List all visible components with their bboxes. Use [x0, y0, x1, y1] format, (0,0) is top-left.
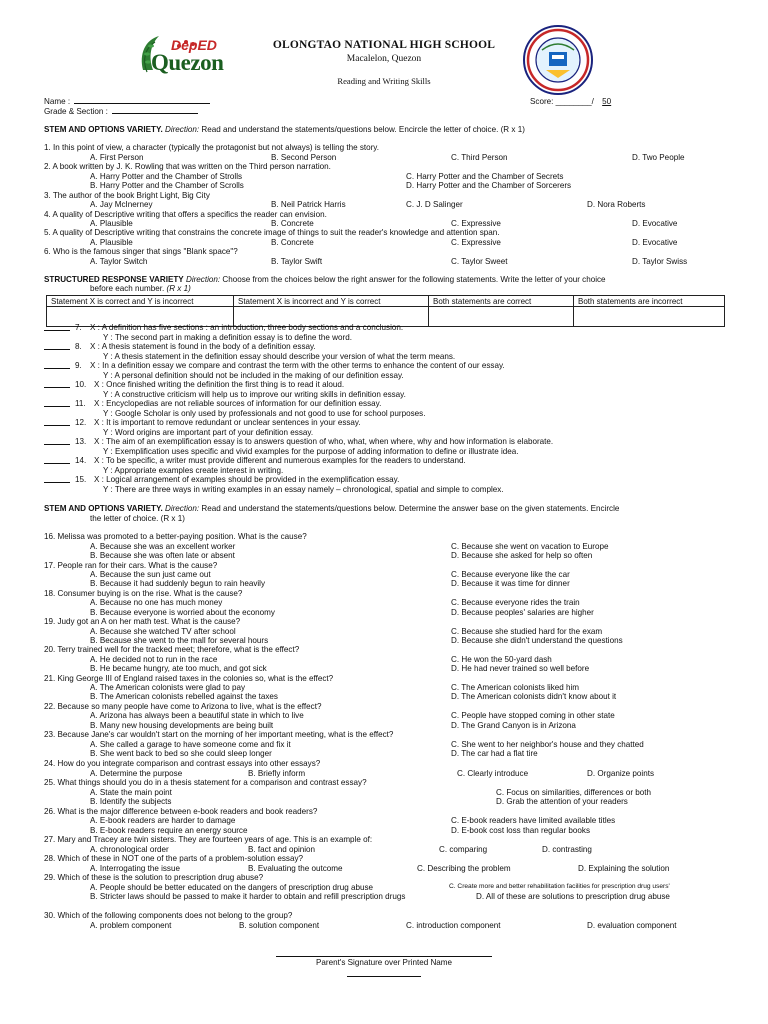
answer-blank[interactable]	[44, 439, 70, 447]
option-c[interactable]: C. Because she studied hard for the exam	[451, 627, 603, 636]
option-b[interactable]: B. Second Person	[271, 153, 337, 162]
option-a[interactable]: A. Because no one has much money	[90, 598, 223, 607]
grade-section-label: Grade & Section :	[44, 107, 108, 116]
signature-line[interactable]	[276, 956, 492, 957]
option-d[interactable]: D. Because she didn't understand the questions	[451, 636, 623, 645]
statement-y: Y : The second part in making a definition essay is to define the word.	[103, 333, 352, 342]
answer-blank[interactable]	[44, 458, 70, 466]
option-a[interactable]: A. He decided not to run in the race	[90, 655, 218, 664]
option-d[interactable]: D. The Grand Canyon is in Arizona	[451, 721, 576, 730]
school-seal-logo	[522, 24, 594, 96]
option-d[interactable]: D. Evocative	[632, 219, 678, 228]
section3-heading	[44, 505, 619, 513]
statement-x: X : A thesis statement is found in the body of a definition essay.	[90, 342, 316, 351]
answer-blank[interactable]	[44, 401, 70, 409]
option-a[interactable]: A. Arizona has always been a beautiful state in which to live	[90, 711, 304, 720]
option-c[interactable]: C. introduction component	[406, 921, 501, 930]
question-stem: 20. Terry trained well for the tracked meet; therefore, what is the effect?	[44, 645, 300, 654]
option-d[interactable]: D. contrasting	[542, 845, 592, 854]
question-stem: 1. In this point of view, a character (typically the protagonist but not always) is telling the story.	[44, 143, 380, 152]
option-a[interactable]: A. State the main point	[90, 788, 172, 797]
option-a[interactable]: A. Determine the purpose	[90, 769, 183, 778]
section3-direction-line2: the letter of choice. (R x 1)	[90, 514, 185, 523]
option-d[interactable]: D. Harry Potter and the Chamber of Sorcerers	[406, 181, 572, 190]
option-c[interactable]: C. E-book readers have limited available titles	[451, 816, 616, 825]
option-c[interactable]: C. Expressive	[451, 219, 501, 228]
option-c[interactable]: C. J. D Salinger	[406, 200, 463, 209]
section3-direction: Read and understand the statements/questions below. Determine the answer base on the given statements. Encircle	[201, 504, 620, 513]
section1-heading	[44, 126, 525, 134]
table-cell	[429, 307, 574, 327]
option-c[interactable]: C. Because everyone like the car	[451, 570, 570, 579]
statement-x: X : Encyclopedias are not reliable sources of information for our definition essay.	[94, 399, 382, 408]
question-stem: 24. How do you integrate comparison and contrast essays into other essays?	[44, 759, 321, 768]
option-a[interactable]: A. problem component	[90, 921, 172, 930]
option-c[interactable]: C. Focus on similarities, differences or both	[496, 788, 652, 797]
question-stem: 25. What things should you do in a thesis statement for a comparison and contrast essay?	[44, 778, 367, 787]
option-b[interactable]: B. Harry Potter and the Chamber of Scrolls	[90, 181, 244, 190]
option-a[interactable]: A. She called a garage to have someone come and fix it	[90, 740, 291, 749]
option-d[interactable]: D. Because she asked for help so often	[451, 551, 593, 560]
question-stem: 23. Because Jane's car wouldn't start on the morning of her important meeting, what is the effect?	[44, 730, 394, 739]
item-number: 15.	[75, 475, 87, 484]
option-b[interactable]: B. Because she was often late or absent	[90, 551, 235, 560]
section1-direction-label: Direction:	[164, 125, 200, 134]
option-c[interactable]: C. The American colonists liked him	[451, 683, 580, 692]
option-b[interactable]: B. Concrete	[271, 238, 314, 247]
section2-direction-label: Direction:	[185, 275, 221, 284]
question-stem: 3. The author of the book Bright Light, Big City	[44, 191, 210, 200]
question-stem: 29. Which of these is the solution to prescription drug abuse?	[44, 873, 264, 882]
question-stem: 21. King George III of England raised taxes in the colonies so, what is the effect?	[44, 674, 334, 683]
option-b[interactable]: B. She went back to bed so she could sleep longer	[90, 749, 272, 758]
answer-blank[interactable]	[44, 325, 70, 333]
item-number: 12.	[75, 418, 87, 427]
option-a[interactable]: A. Because the sun just came out	[90, 570, 211, 579]
statement-x: X : It is important to remove redundant or unclear sentences in your essay.	[94, 418, 361, 427]
subject-title: Reading and Writing Skills	[337, 76, 431, 86]
option-c[interactable]: C. She went to her neighbor's house and they chatted	[451, 740, 644, 749]
option-b[interactable]: B. E-book readers require an energy source	[90, 826, 248, 835]
section2-direction-line2: before each number.	[90, 284, 165, 293]
option-d[interactable]: D. Explaining the solution	[578, 864, 670, 873]
question-stem: 26. What is the major difference between e-book readers and book readers?	[44, 807, 318, 816]
question-stem: 22. Because so many people have come to Arizona to live, what is the effect?	[44, 702, 322, 711]
option-c[interactable]: C. Third Person	[451, 153, 508, 162]
option-a[interactable]: A. chronological order	[90, 845, 169, 854]
option-c[interactable]: C. Create more and better rehabilitation facilities for prescription drug users'	[449, 883, 670, 890]
option-d[interactable]: D. The car had a flat tire	[451, 749, 538, 758]
section3-direction-label: Direction:	[164, 504, 200, 513]
option-b[interactable]: B. Concrete	[271, 219, 314, 228]
item-number: 11.	[75, 399, 86, 408]
answer-blank[interactable]	[44, 344, 70, 352]
option-c[interactable]: C. Describing the problem	[417, 864, 511, 873]
answer-blank[interactable]	[44, 382, 70, 390]
option-d[interactable]: D. Nora Roberts	[587, 200, 646, 209]
statement-y: Y : Word origins are important part of your definition essay.	[103, 428, 314, 437]
option-b[interactable]: B. Neil Patrick Harris	[271, 200, 346, 209]
option-c[interactable]: C. Because everyone rides the train	[451, 598, 580, 607]
option-b[interactable]: B. Stricter laws should be passed to make it harder to obtain and refill prescription drugs	[90, 892, 406, 901]
statement-y: Y : Exemplification uses specific and vivid examples for the purpose of adding information to define or illustrate idea.	[103, 447, 519, 456]
option-b[interactable]: B. Many new housing developments are being built	[90, 721, 274, 730]
option-a[interactable]: A. Because she watched TV after school	[90, 627, 236, 636]
table-cell: Statement X is correct and Y is incorrect	[47, 296, 234, 307]
statement-y: Y : A personal definition should not be included in the making of our definition essay.	[103, 371, 404, 380]
statement-y: Y : A constructive criticism will help us to improve our writing skills in definition essay.	[103, 390, 406, 399]
statement-x: X : The aim of an exemplification essay is to answers question of who, what, when where, why and how information is elaborate.	[94, 437, 554, 446]
option-a[interactable]: A. E-book readers are harder to damage	[90, 816, 236, 825]
statement-x: X : A definition has five sections : an introduction, three body sections and a conclusion.	[90, 323, 404, 332]
question-stem: 2. A book written by J. K. Rowling that was written on the Third person narration.	[44, 162, 331, 171]
statement-y: Y : Appropriate examples create interest in writing.	[103, 466, 284, 475]
statement-x: X : To be specific, a writer must provide different and numerous examples for the readers to understand.	[94, 456, 466, 465]
grade-section-field[interactable]	[44, 108, 198, 116]
option-a[interactable]: A. Harry Potter and the Chamber of Strolls	[90, 172, 243, 181]
table-cell: Statement X is incorrect and Y is correct	[234, 296, 429, 307]
signature-label: Parent's Signature over Printed Name	[315, 958, 453, 967]
item-number: 10.	[75, 380, 87, 389]
section3-title: STEM AND OPTIONS VARIETY.	[44, 504, 163, 513]
option-d[interactable]: D. Two People	[632, 153, 685, 162]
option-b[interactable]: B. Taylor Swift	[271, 257, 323, 266]
option-d[interactable]: D. E-book cost loss than regular books	[451, 826, 591, 835]
option-a[interactable]: A. Taylor Switch	[90, 257, 148, 266]
item-number: 14.	[75, 456, 87, 465]
option-c[interactable]: C. Clearly introduce	[457, 769, 529, 778]
option-d[interactable]: D. Organize points	[587, 769, 655, 778]
question-stem: 18. Consumer buying is on the rise. What is the cause?	[44, 589, 243, 598]
statement-x: X : Once finished writing the definition the first thing is to read it aloud.	[94, 380, 345, 389]
item-number: 13.	[75, 437, 87, 446]
option-d[interactable]: D. Taylor Swiss	[632, 257, 688, 266]
option-b[interactable]: B. solution component	[239, 921, 320, 930]
answer-blank[interactable]	[44, 477, 70, 485]
option-b[interactable]: B. Because she went to the mall for several hours	[90, 636, 269, 645]
score-total: 50	[602, 97, 612, 106]
score-field[interactable]	[530, 98, 611, 106]
statement-y: Y : Google Scholar is only used by professionals and not good to use for school purposes.	[103, 409, 426, 418]
option-a[interactable]: A. Because she was an excellent worker	[90, 542, 236, 551]
school-name: OLONGTAO NATIONAL HIGH SCHOOL	[272, 39, 496, 51]
option-d[interactable]: D. The American colonists didn't know about it	[451, 692, 617, 701]
statement-x: X : Logical arrangement of examples should be provided in the exemplification essay.	[94, 475, 400, 484]
option-a[interactable]: A. First Person	[90, 153, 144, 162]
question-stem: 27. Mary and Tracey are twin sisters. They are fourteen years of age. This is an example of:	[44, 835, 373, 844]
option-b[interactable]: B. fact and opinion	[248, 845, 316, 854]
question-stem: 16. Melissa was promoted to a better-paying position. What is the cause?	[44, 532, 307, 541]
table-cell	[574, 307, 725, 327]
section2-heading	[44, 276, 606, 284]
option-a[interactable]: A. Plausible	[90, 238, 133, 247]
table-cell: Both statements are incorrect	[574, 296, 725, 307]
option-b[interactable]: B. Evaluating the outcome	[248, 864, 343, 873]
option-c[interactable]: C. comparing	[439, 845, 488, 854]
option-c[interactable]: C. He won the 50-yard dash	[451, 655, 552, 664]
score-label: Score: ________/	[530, 97, 594, 106]
item-number: 9.	[75, 361, 82, 370]
option-b[interactable]: B. The American colonists rebelled against the taxes	[90, 692, 278, 701]
logo-quezon-text: Quezon	[151, 50, 224, 75]
section1-direction: Read and understand the statements/questions below. Encircle the letter of choice. (R x 1)	[201, 125, 525, 134]
school-address: Macalelon, Quezon	[346, 54, 422, 64]
option-a[interactable]: A. People should be better educated on the dangers of prescription drug abuse	[90, 883, 374, 892]
answer-blank[interactable]	[44, 363, 70, 371]
statement-y: Y : A thesis statement in the definition essay should describe your version of what the term means.	[103, 352, 456, 361]
question-stem: 17. People ran for their cars. What is the cause?	[44, 561, 218, 570]
statement-x: X : In a definition essay we compare and contrast the term with the other terms to enhance the content of our essay.	[90, 361, 505, 370]
option-d[interactable]: D. Because peoples' salaries are higher	[451, 608, 594, 617]
option-a[interactable]: A. Plausible	[90, 219, 133, 228]
option-c[interactable]: C. Taylor Sweet	[451, 257, 508, 266]
name-label: Name :	[44, 97, 71, 106]
section1-title: STEM AND OPTIONS VARIETY.	[44, 125, 163, 134]
option-c[interactable]: C. Expressive	[451, 238, 501, 247]
item-number: 7.	[75, 323, 82, 332]
option-d[interactable]: D. evaluation component	[587, 921, 677, 930]
logo-deped-text: DepED	[171, 37, 217, 53]
option-d[interactable]: D. Evocative	[632, 238, 678, 247]
option-c[interactable]: C. Harry Potter and the Chamber of Secrets	[406, 172, 564, 181]
table-row	[47, 296, 725, 307]
option-a[interactable]: A. The American colonists were glad to pay	[90, 683, 246, 692]
option-a[interactable]: A. Interrogating the issue	[90, 864, 180, 873]
option-b[interactable]: B. Because everyone is worried about the economy	[90, 608, 275, 617]
option-a[interactable]: A. Jay McInerney	[90, 200, 153, 209]
question-stem: 4. A quality of Descriptive writing that offers a specifics the reader can envision.	[44, 210, 327, 219]
option-b[interactable]: B. Identify the subjects	[90, 797, 172, 806]
option-b[interactable]: B. Briefly inform	[248, 769, 306, 778]
date-line[interactable]	[347, 976, 421, 977]
section2-direction-cont	[90, 285, 191, 293]
section2-direction: Choose from the choices below the right answer for the following statements. Write the letter of your choice	[222, 275, 606, 284]
question-stem: 30. Which of the following components does not belong to the group?	[44, 911, 293, 920]
section2-rx: (R x 1)	[166, 284, 191, 293]
section2-title: STRUCTURED RESPONSE VARIETY	[44, 275, 184, 284]
question-stem: 6. Who is the famous singer that sings "Blank space"?	[44, 247, 238, 256]
option-b[interactable]: B. He became hungry, ate too much, and got sick	[90, 664, 267, 673]
name-field[interactable]	[44, 98, 210, 106]
statement-y: Y : There are three ways in writing examples in an essay namely – chronological, spatial and simple to complex.	[103, 485, 504, 494]
option-c[interactable]: C. Because she went on vacation to Europe	[451, 542, 609, 551]
answer-blank[interactable]	[44, 420, 70, 428]
table-cell: Both statements are correct	[429, 296, 574, 307]
question-stem: 19. Judy got an A on her math test. What is the cause?	[44, 617, 241, 626]
option-d[interactable]: D. Grab the attention of your readers	[496, 797, 628, 806]
option-d[interactable]: D. He had never trained so well before	[451, 664, 590, 673]
item-number: 8.	[75, 342, 82, 351]
option-c[interactable]: C. People have stopped coming in other state	[451, 711, 615, 720]
question-stem: 5. A quality of Descriptive writing that constrains the concrete image of things to suit the reader's knowledge and attention span.	[44, 228, 500, 237]
option-d[interactable]: D. All of these are solutions to prescription drug abuse	[476, 892, 670, 901]
option-b[interactable]: B. Because it had suddenly begun to rain heavily	[90, 579, 266, 588]
question-stem: 28. Which of these in NOT one of the parts of a problem-solution essay?	[44, 854, 303, 863]
option-d[interactable]: D. Because it was time for dinner	[451, 579, 570, 588]
